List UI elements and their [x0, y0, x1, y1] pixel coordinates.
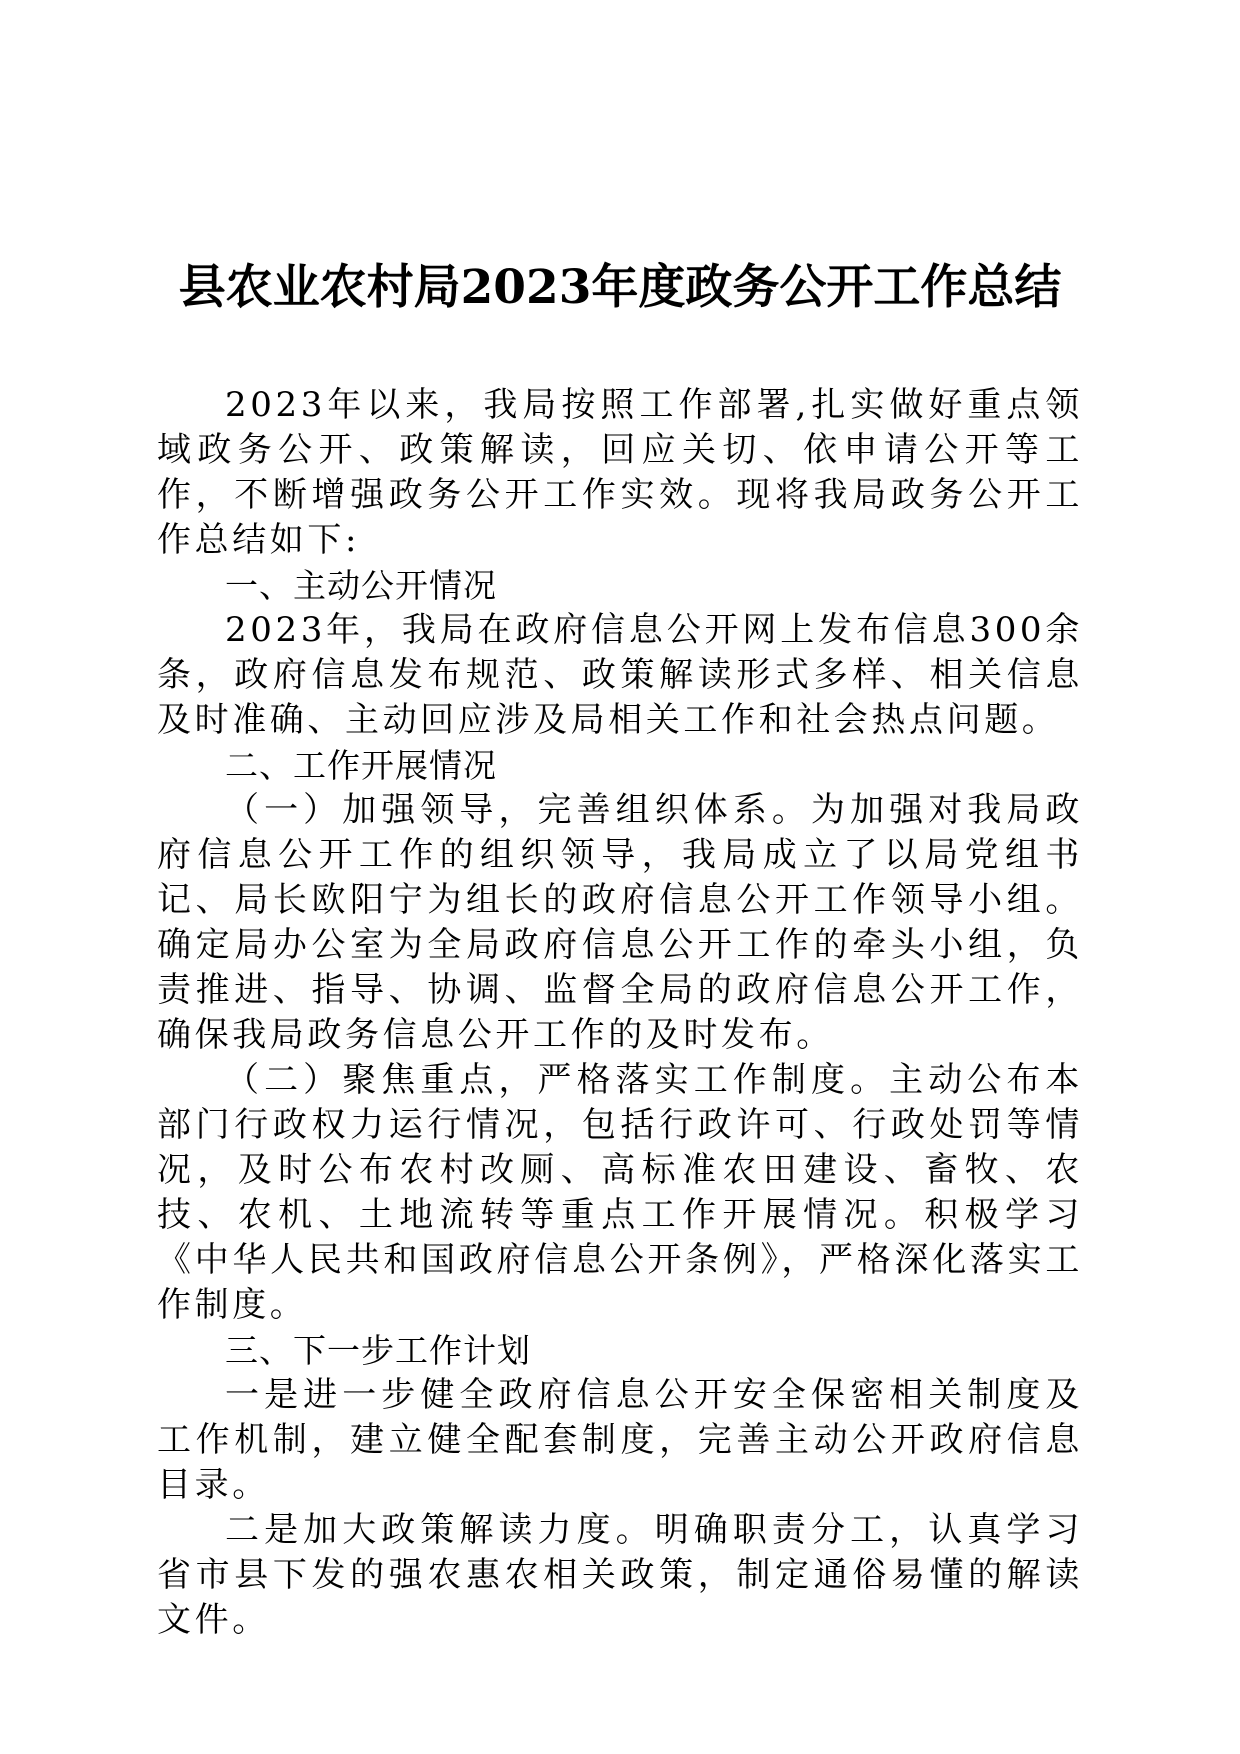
section-heading-1: 一、主动公开情况: [225, 566, 497, 605]
item-1-text: 为加强对我局政府信息公开工作的组织领导，我局成立了以局党组书记、局长欧阳宁为组长的政府信息公开工作领导小组。确定局办公室为全局政府信息公开工作的牵头小组，负责推进、指导、协调、监督全局的政府信息公开工作，确保我局政务信息公开工作的及时发布。: [157, 790, 1083, 1055]
item-2-lead: （二）聚焦重点，严格落实工作制度。: [225, 1060, 890, 1100]
section-1-paragraph: 2023年，我局在政府信息公开网上发布信息300余条，政府信息发布规范、政策解读形式多样、相关信息及时准确、主动回应涉及局相关工作和社会热点问题。: [157, 610, 1083, 740]
section-3-point-2: 二是加大政策解读力度。明确职责分工，认真学习省市县下发的强农惠农相关政策，制定通俗易懂的解读文件。: [157, 1510, 1083, 1640]
item-2-text: 主动公布本部门行政权力运行情况，包括行政许可、行政处罚等情况，及时公布农村改厕、高标准农田建设、畜牧、农技、农机、土地流转等重点工作开展情况。积极学习《中华人民共和国政府信息公开条例》，严格深化落实工作制度。: [157, 1060, 1084, 1325]
document-body: [157, 383, 1083, 1643]
item-1-lead: （一）加强领导，完善组织体系。: [225, 790, 811, 830]
section-heading-2: 二、工作开展情况: [225, 746, 497, 785]
section-2-item-2: [157, 1058, 1083, 1328]
section-2-item-1: [157, 788, 1083, 1058]
section-heading-3: 三、下一步工作计划: [225, 1331, 531, 1370]
intro-paragraph: 2023年以来，我局按照工作部署,扎实做好重点领域政务公开、政策解读，回应关切、依申请公开等工作，不断增强政务公开工作实效。现将我局政务公开工作总结如下:: [157, 385, 1083, 560]
section-3-point-1: 一是进一步健全政府信息公开安全保密相关制度及工作机制，建立健全配套制度，完善主动公开政府信息目录。: [157, 1375, 1083, 1505]
document-title: 县农业农村局2023年度政务公开工作总结: [178, 260, 1062, 315]
